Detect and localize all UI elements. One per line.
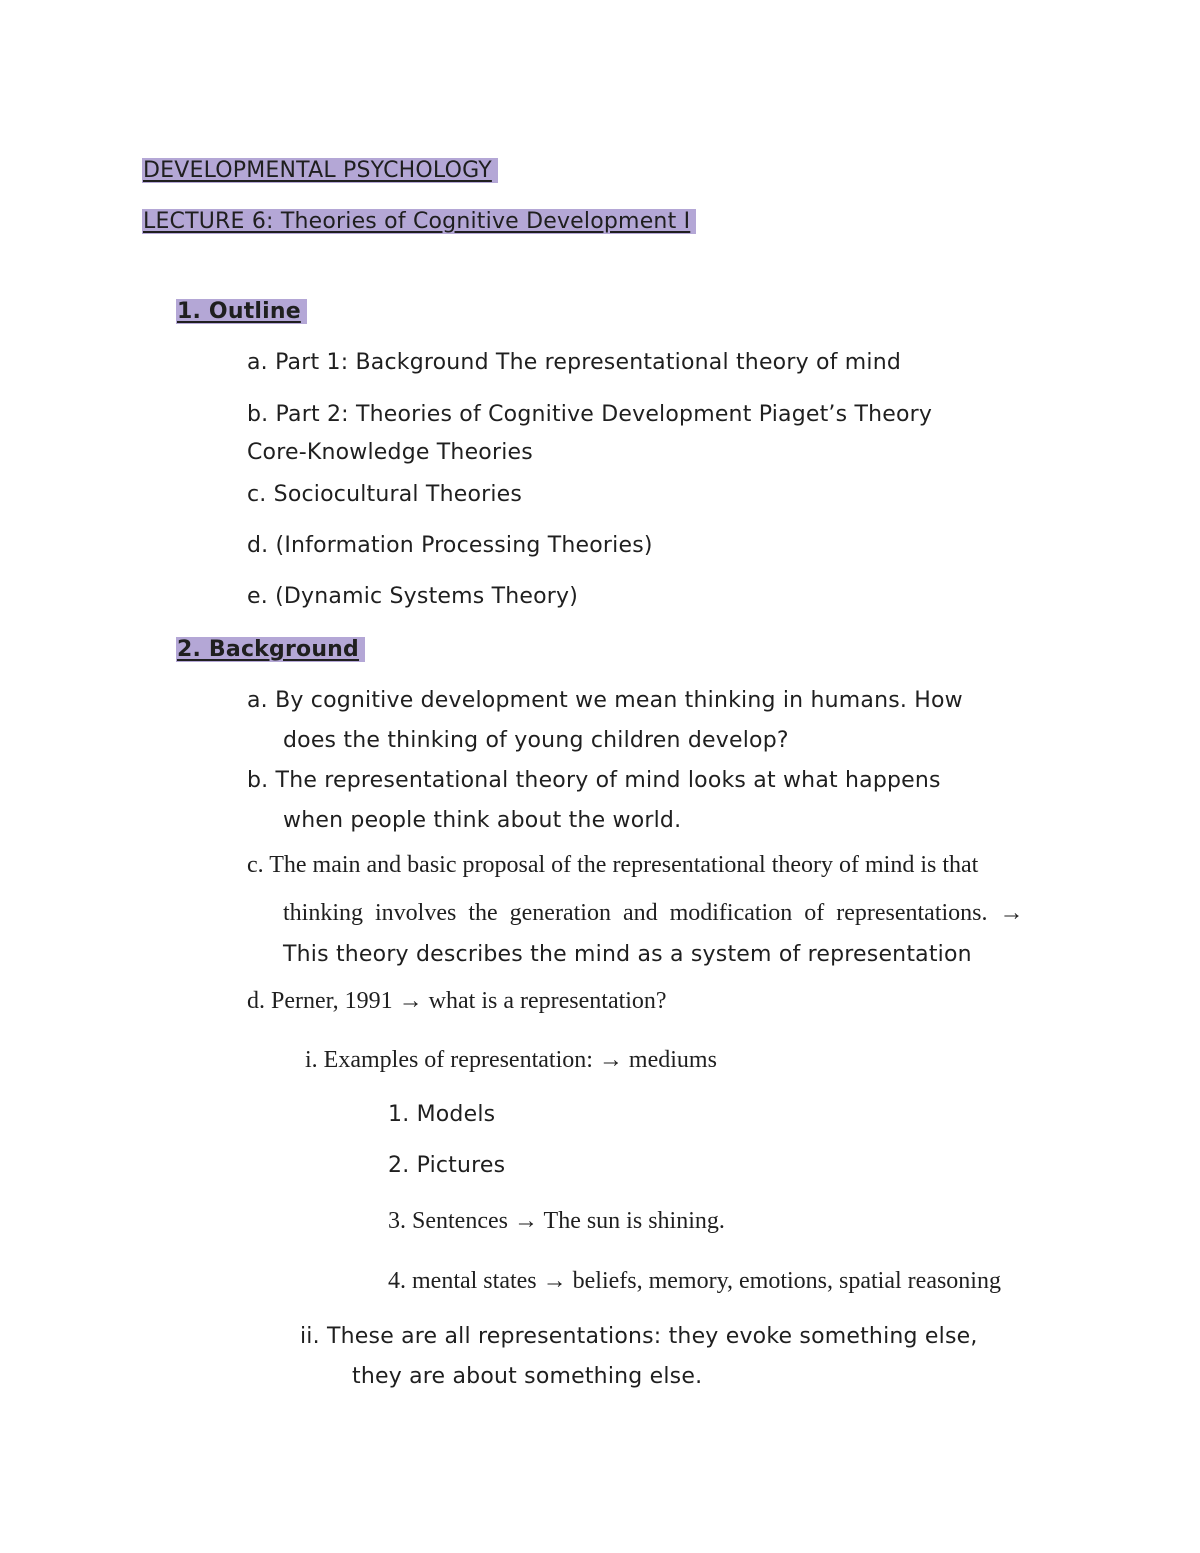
course-title-line — [142, 158, 498, 184]
background-item-d: d. Perner, 1991 → what is a representation? — [247, 988, 667, 1014]
outline-item-b: b. Part 2: Theories of Cognitive Development Piaget’s Theory — [247, 402, 933, 427]
subitem-ii-line2: they are about something else. — [352, 1364, 703, 1389]
background-item-b-line1: b. The representational theory of mind looks at what happens — [247, 768, 941, 793]
outline-item-d: d. (Information Processing Theories) — [247, 533, 653, 558]
outline-item-c: c. Sociocultural Theories — [247, 482, 523, 507]
outline-heading: 1. Outline — [176, 299, 307, 324]
subitem-ii-line1: ii. These are all representations: they evoke something else, — [300, 1324, 978, 1349]
background-heading: 2. Background — [176, 637, 365, 662]
background-item-c-line1: c. The main and basic proposal of the representational theory of mind is that — [247, 852, 979, 878]
background-item-a-line2: does the thinking of young children develop? — [283, 728, 789, 753]
outline-item-b-continued: Core-Knowledge Theories — [247, 440, 533, 465]
outline-item-a: a. Part 1: Background The representational theory of mind — [247, 350, 902, 375]
background-item-c-line3: This theory describes the mind as a system of representation — [283, 942, 972, 967]
background-item-b-line2: when people think about the world. — [283, 808, 682, 833]
background-item-a-line1: a. By cognitive development we mean thinking in humans. How — [247, 688, 963, 713]
example-models: 1. Models — [388, 1102, 496, 1127]
lecture-title: LECTURE 6: Theories of Cognitive Development I — [142, 209, 696, 234]
background-heading-line — [176, 637, 365, 663]
subitem-i: i. Examples of representation: → mediums — [305, 1047, 717, 1073]
example-mental-states: 4. mental states → beliefs, memory, emotions, spatial reasoning — [388, 1268, 1001, 1294]
lecture-title-line — [142, 209, 696, 235]
course-title: DEVELOPMENTAL PSYCHOLOGY — [142, 158, 498, 183]
example-pictures: 2. Pictures — [388, 1153, 506, 1178]
background-item-c-line2: thinking involves the generation and modification of representations. → — [283, 900, 1024, 926]
outline-item-e: e. (Dynamic Systems Theory) — [247, 584, 579, 609]
outline-heading-line — [176, 299, 307, 325]
example-sentences: 3. Sentences → The sun is shining. — [388, 1208, 725, 1234]
